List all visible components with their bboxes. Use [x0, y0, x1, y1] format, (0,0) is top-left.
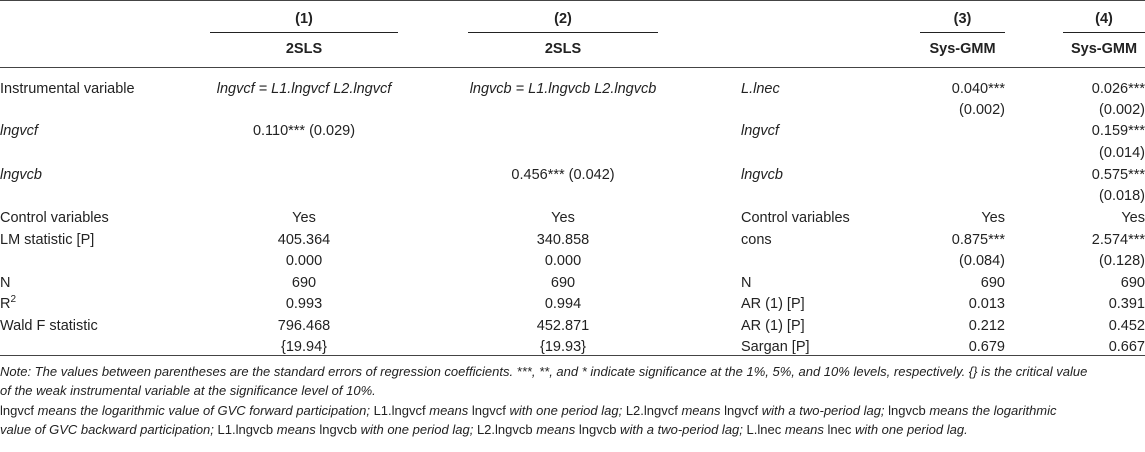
col3-ar1: 0.013	[968, 296, 1005, 312]
right-label-cons: cons	[741, 232, 772, 248]
col2-r2: 0.994	[544, 296, 582, 312]
n3d: L2.lngvcf	[625, 403, 678, 418]
col3-underline	[920, 32, 1005, 33]
right-label-ar1b: AR (1) [P]	[741, 318, 805, 334]
col1-lngvcf: 0.110*** (0.029)	[252, 123, 356, 139]
row-label-iv: Instrumental variable	[0, 81, 135, 97]
row-label-lngvcf: lngvcf	[0, 123, 38, 139]
col2-lngvcb: 0.456*** (0.042)	[511, 167, 615, 183]
col1-lm: 405.364	[277, 232, 331, 248]
col3-cons: 0.875***	[951, 232, 1005, 248]
right-label-lngvcf: lngvcf	[741, 123, 779, 139]
col3-lnec-se: (0.002)	[959, 102, 1005, 118]
n3c: lngvcf	[471, 403, 506, 418]
col1-wald-cv: {19.94}	[281, 339, 327, 355]
col3-method: Sys-GMM	[929, 41, 996, 57]
col2-ctrl: Yes	[551, 210, 575, 226]
note-line-4	[0, 420, 968, 439]
col4-ar1: 0.391	[1108, 296, 1145, 312]
right-label-n: N	[741, 275, 752, 291]
col4-underline	[1063, 32, 1145, 33]
col3-sargan: 0.679	[968, 339, 1005, 355]
col4-lngvcf: 0.159***	[1091, 123, 1145, 139]
n4g: lnec	[827, 422, 852, 437]
n3a: lngvcf	[0, 403, 34, 418]
n3a-it: means the logarithmic value of GVC forward participation;	[33, 403, 374, 418]
col3-number: (3)	[953, 11, 972, 27]
col2-underline	[468, 32, 658, 33]
col1-iv: lngvcf = L1.lngvcf L2.lngvcf	[216, 81, 392, 97]
row-label-r2	[0, 295, 16, 313]
col3-ctrl: Yes	[981, 210, 1005, 226]
col4-lngvcb-se: (0.018)	[1099, 188, 1145, 204]
n4f: L.lnec	[746, 422, 782, 437]
col4-number: (4)	[1095, 11, 1113, 27]
col2-lm-p: 0.000	[544, 253, 582, 269]
col2-method: 2SLS	[544, 41, 582, 57]
header-bottom-rule	[0, 67, 1145, 68]
col3-cons-se: (0.084)	[959, 253, 1005, 269]
r2-superscript: 2	[10, 294, 17, 306]
right-label-sargan: Sargan [P]	[741, 339, 810, 355]
col1-method: 2SLS	[285, 41, 323, 57]
row-label-lngvcb: lngvcb	[0, 167, 42, 183]
n4b: L1.lngvcb	[217, 422, 274, 437]
col2-wald: 452.871	[536, 318, 590, 334]
col1-wald: 796.468	[277, 318, 331, 334]
right-label-lnec: L.lnec	[741, 81, 780, 97]
n3e: lngvcf	[724, 403, 759, 418]
row-label-n: N	[0, 275, 11, 291]
right-label-lngvcb: lngvcb	[741, 167, 783, 183]
n4f-it: means	[781, 422, 828, 437]
n4d-it: means	[532, 422, 579, 437]
col1-r2: 0.993	[285, 296, 323, 312]
col3-ar1b: 0.212	[968, 318, 1005, 334]
n3e-it: with a two-period lag;	[758, 403, 889, 418]
n4c-it: with one period lag;	[356, 422, 477, 437]
n3f-it: means the logarithmic	[925, 403, 1057, 418]
n4c: lngvcb	[319, 422, 357, 437]
col2-lm: 340.858	[536, 232, 590, 248]
col4-cons-se: (0.128)	[1099, 253, 1145, 269]
col1-underline	[210, 32, 398, 33]
col4-sargan: 0.667	[1108, 339, 1145, 355]
col3-n: 690	[980, 275, 1005, 291]
col2-wald-cv: {19.93}	[540, 339, 586, 355]
n4e: lngvcb	[578, 422, 617, 437]
top-rule	[0, 0, 1145, 1]
n3b-it: means	[425, 403, 472, 418]
row-label-ctrl: Control variables	[0, 210, 109, 226]
col4-ctrl: Yes	[1121, 210, 1145, 226]
row-label-wald: Wald F statistic	[0, 318, 98, 334]
col2-iv: lngvcb = L1.lngvcb L2.lngvcb	[469, 81, 657, 97]
n4d: L2.lngvcb	[476, 422, 533, 437]
n4g-it: with one period lag.	[851, 422, 968, 437]
col4-ar1b: 0.452	[1108, 318, 1145, 334]
right-label-ar1: AR (1) [P]	[741, 296, 805, 312]
note-line-2: of the weak instrumental variable at the significance level of 10%.	[0, 383, 376, 398]
col4-method: Sys-GMM	[1070, 41, 1138, 57]
col4-lnec: 0.026***	[1091, 81, 1145, 97]
n3b: L1.lngvcf	[373, 403, 426, 418]
col1-lm-p: 0.000	[285, 253, 323, 269]
col1-ctrl: Yes	[292, 210, 316, 226]
n4e-it: with a two-period lag;	[616, 422, 747, 437]
row-label-lm: LM statistic [P]	[0, 232, 95, 248]
col4-lngvcf-se: (0.014)	[1099, 145, 1145, 161]
col1-number: (1)	[295, 11, 313, 27]
col2-number: (2)	[554, 11, 572, 27]
col4-lngvcb: 0.575***	[1091, 167, 1145, 183]
r2-base: R	[0, 296, 11, 312]
note-line-1: Note: The values between parentheses are the standard errors of regression coefficients. ***, **, and * indicate significance at the 1%, 5%, and 10% levels, respectively. {} is the critical value	[0, 364, 1088, 379]
n3d-it: means	[677, 403, 725, 418]
n3f: lngvcb	[888, 403, 926, 418]
col1-n: 690	[291, 275, 317, 291]
n3c-it: with one period lag;	[505, 403, 626, 418]
note-line-3	[0, 401, 1057, 420]
n4a-it: value of GVC backward participation;	[0, 422, 218, 437]
col2-n: 690	[550, 275, 576, 291]
col4-cons: 2.574***	[1091, 232, 1145, 248]
col4-lnec-se: (0.002)	[1099, 102, 1145, 118]
right-label-ctrl: Control variables	[741, 210, 850, 226]
col4-n: 690	[1120, 275, 1145, 291]
n4b-it: means	[273, 422, 320, 437]
col3-lnec: 0.040***	[951, 81, 1005, 97]
